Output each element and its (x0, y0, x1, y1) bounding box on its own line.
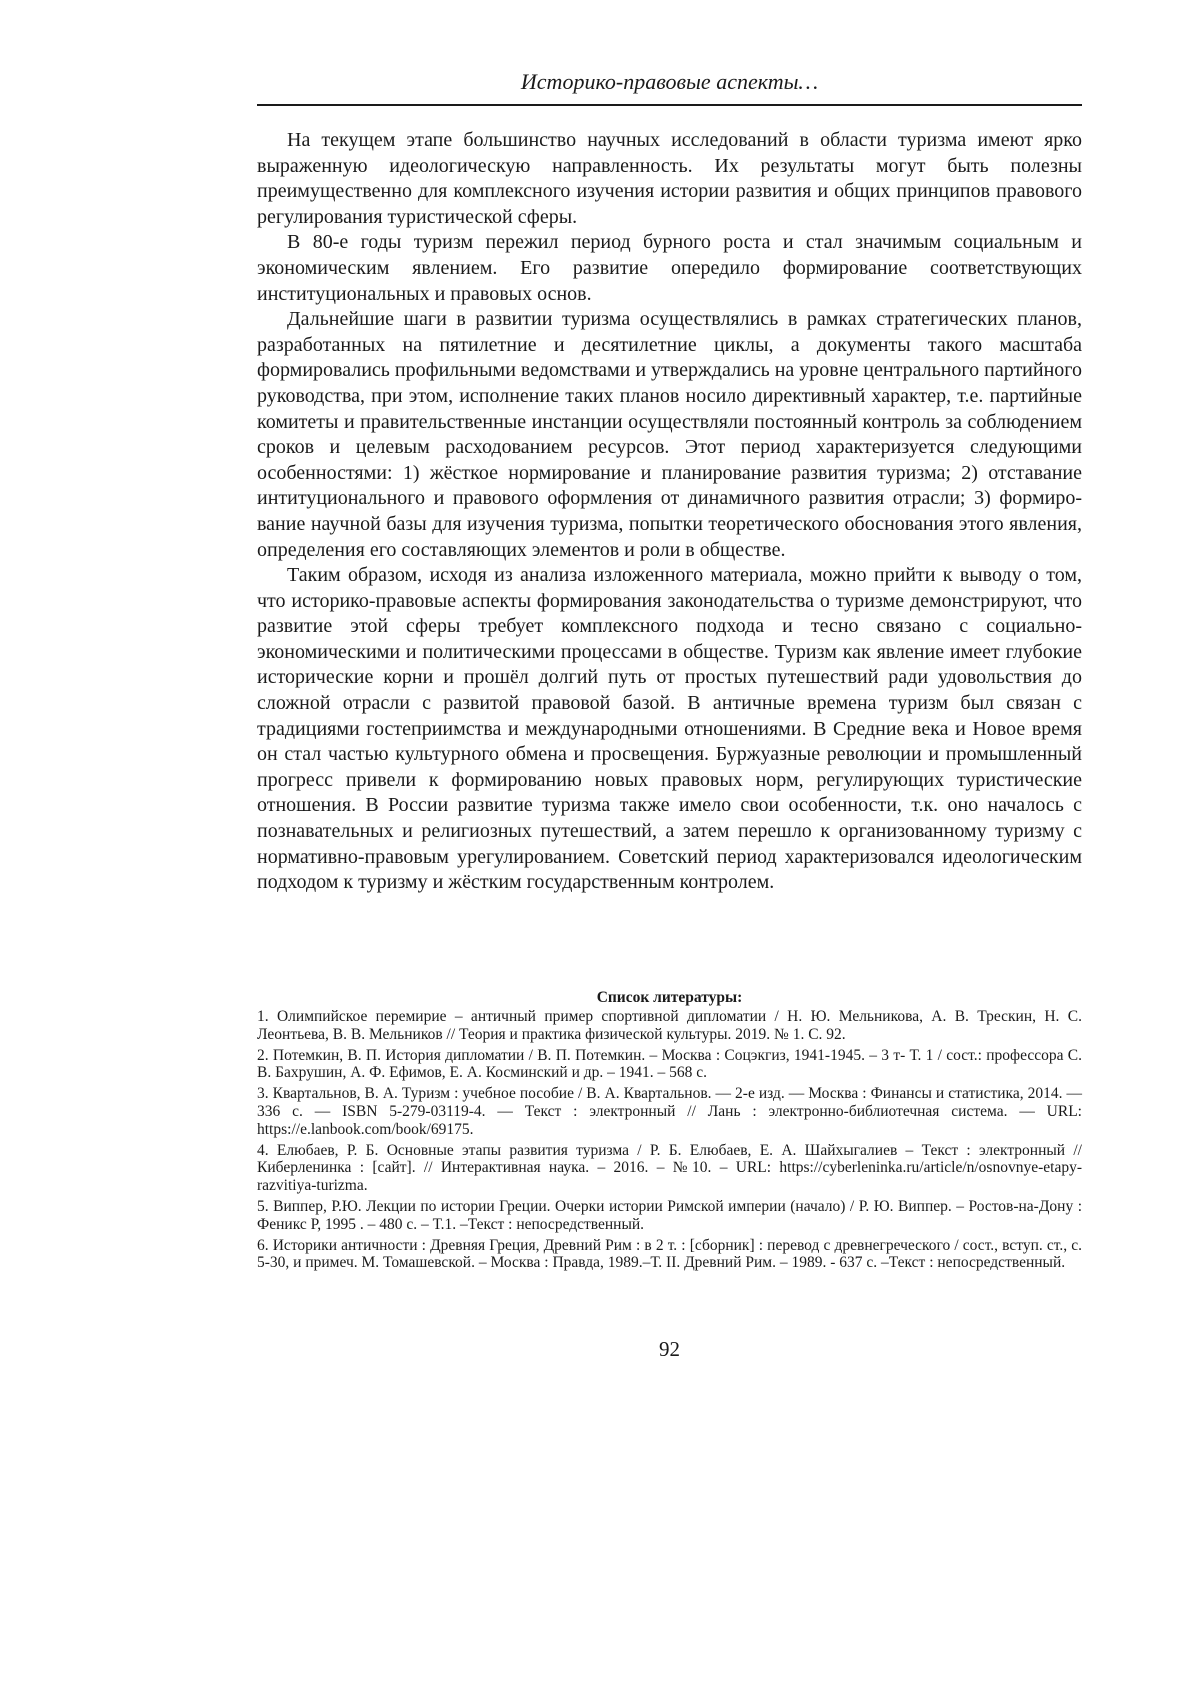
document-page (0, 0, 1200, 1697)
reference-item: 3. Квартальнов, В. А. Туризм : учебное пособие / В. А. Квартальнов. — 2-е изд. — Москва : Финансы и статистика, 2014. — 336 с. — ISBN 5-279-03119-4. — Текст : электронный // Лань : электронно-библиотечная система. — URL: https://e.lanbook.com/book/69175. (257, 1085, 1082, 1138)
reference-item: 6. Историки античности : Древняя Греция, Древний Рим : в 2 т. : [сборник] : перевод с древнегреческо­го / сост., вступ. ст., с. 5-30, и примеч. М. Томашевской. – Москва : Правда, 1989.–Т. II. Древний Рим. – 1989. - 637 с. –Текст : непосредственный. (257, 1237, 1082, 1273)
references-title: Список литературы: (257, 988, 1082, 1007)
paragraph: В 80-е годы туризм пережил период бурного роста и стал значимым социальным и экономическим явлением. Его развитие опередило формирование соответствую­щих институциональных и правовых основ. (257, 230, 1082, 307)
reference-item: 4. Елюбаев, Р. Б. Основные этапы развития туризма / Р. Б. Елюбаев, Е. А. Шайхыгалиев – Текст : элек­тронный // Киберленинка : [сайт]. // Интерактивная наука. – 2016. – №10. – URL: https://cyberleninka.ru/article/n/osnovnye-etapy-razvitiya-turizma. (257, 1142, 1082, 1195)
running-header-title: Историко-правовые аспекты… (521, 69, 818, 94)
paragraph: Таким образом, исходя из анализа изложенного материала, можно прийти к вы­воду о том, что историко-правовые аспекты формирования законодательства о ту­ризме демонстрируют, что развитие этой сферы требует комплексного подхода и тесно связано с социально-экономическими и политическими процессами в обще­стве. Туризм как явление имеет глубокие исторические корни и прошёл долгий путь от простых путешествий ради удовольствия до сложной отрасли с развитой право­вой базой. В античные времена туризм был связан с традициями гостеприимства и международными отношениями. В Средние века и Новое время он стал частью культурного обмена и просвещения. Буржуазные революции и промышленный про­гресс привели к формированию новых правовых норм, регулирующих туристиче­ские отношения. В России развитие туризма также имело свои особенности, т.к. оно началось с познавательных и религиозных путешествий, а затем перешло к органи­зованному туризму с нормативно-правовым урегулированием. Советский период характеризовался идеологическим подходом к туризму и жёстким государственным контролем. (257, 563, 1082, 896)
running-header (257, 64, 1082, 106)
paragraph: На текущем этапе большинство научных исследований в области туризма имеют ярко выраженную идеологическую направленность. Их результаты могут быть по­лезны преимущественно для комплексного изучения истории развития и общих принципов правового регулирования туристической сферы. (257, 128, 1082, 230)
body-text (257, 128, 1082, 896)
reference-item: 1. Олимпийское перемирие – античный пример спортивной дипломатии / Н. Ю. Мельникова, А. В. Трескин, Н. С. Леонтьева, В. В. Мельников // Теория и практика физической культуры. 2019. № 1. С. 92. (257, 1008, 1082, 1044)
paragraph: Дальнейшие шаги в развитии туризма осуществлялись в рамках стратегических планов, разработанных на пятилетние и десятилетние циклы, а документы такого масштаба формировались профильными ведомствами и утверждались на уровне центрального партийного руководства, при этом, исполнение таких планов носило директивный характер, т.е. партийные комитеты и правительственные инстанции осуществляли постоянный контроль за соблюдением сроков и целевым расходова­нием ресурсов. Этот период характеризуется следующими особенностями: 1) жёст­кое нормирование и планирование развития туризма; 2) отставание интитуцио­нального и правового оформления от динамичного развития отрасли; 3) формиро­вание научной базы для изучения туризма, попытки теоретического обоснования этого явления, определения его составляющих элементов и роли в обществе. (257, 307, 1082, 563)
page-number: 92 (257, 1336, 1082, 1362)
reference-item: 5. Виппер, Р.Ю. Лекции по истории Греции. Очерки истории Римской империи (начало) / Р. Ю. Вип­пер. – Ростов-на-Дону : Феникс Р, 1995 . – 480 с. – Т.1. –Текст : непосредственный. (257, 1198, 1082, 1234)
references-section (257, 988, 1082, 1275)
reference-item: 2. Потемкин, В. П. История дипломатии / В. П. Потемкин. – Москва : Соцэкгиз, 1941-1945. – 3 т- Т. 1 / сост.: профессора С. В. Бахрушин, А. Ф. Ефимов, Е. А. Косминский и др. – 1941. – 568 с. (257, 1047, 1082, 1083)
